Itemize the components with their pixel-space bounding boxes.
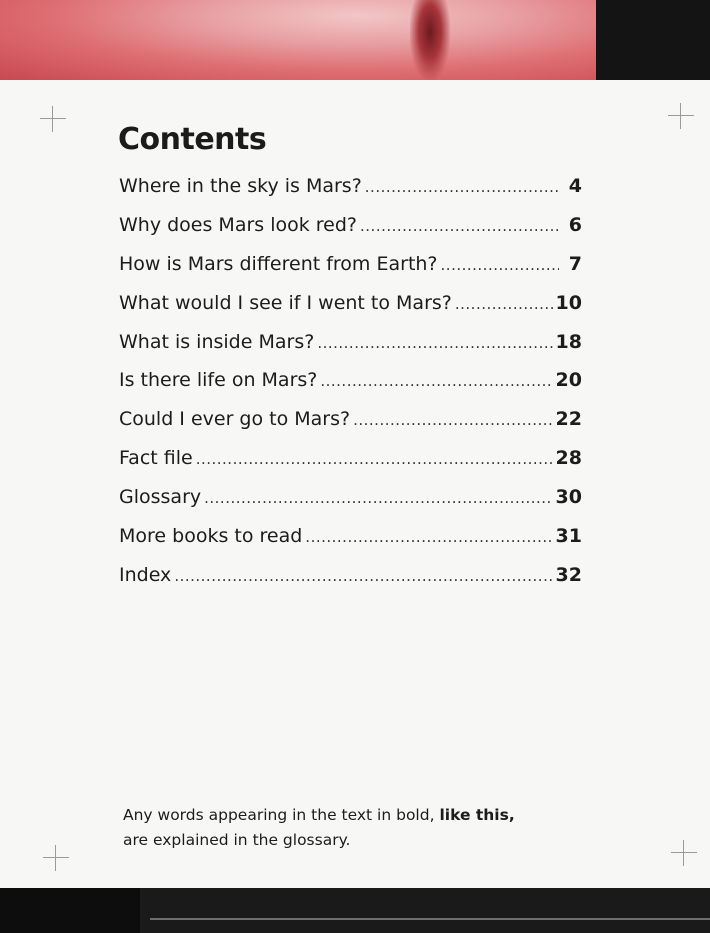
mars-banner-image [0,0,596,80]
toc-entry-title: What is inside Mars? [119,330,315,353]
toc-entry-title: Where in the sky is Mars? [119,175,362,197]
toc-entry[interactable] [119,292,582,331]
toc-entry[interactable] [119,253,582,292]
crop-mark-icon [43,845,69,871]
toc-entry-title: What would I see if I went to Mars? [119,291,452,314]
toc-entry[interactable] [119,175,582,214]
bottom-tab-shape [0,888,140,933]
toc-leader-dots [320,369,552,391]
glossary-note [123,803,563,853]
toc-leader-dots [317,331,552,353]
toc-entry-title: Is there life on Mars? [119,369,318,392]
toc-entry-page: 20 [555,369,582,392]
toc-leader-dots [204,486,552,508]
crop-mark-icon [671,840,697,866]
toc-entry[interactable] [119,525,582,564]
toc-entry-page: 31 [555,525,582,548]
toc-entry-page: 28 [555,447,582,470]
toc-entry-page: 32 [555,563,582,586]
toc-leader-dots [441,253,559,275]
toc-entry[interactable] [119,564,582,603]
toc-leader-dots [196,447,553,469]
toc-entry-title: Why does Mars look red? [119,213,358,236]
banner-dark-corner [596,0,710,80]
toc-entry-page: 22 [555,408,582,431]
toc-entry-title: Glossary [119,486,202,509]
toc-entry[interactable] [119,408,582,447]
toc-leader-dots [305,525,552,547]
crop-mark-icon [40,106,66,132]
toc-entry[interactable] [119,214,582,253]
toc-leader-dots [360,214,559,236]
toc-entry-page: 18 [555,330,582,353]
toc-entry[interactable] [119,369,582,408]
glossary-note-text-2: are explained in the glossary. [123,831,351,849]
toc-leader-dots [174,564,552,586]
toc-entry-page: 30 [555,486,582,509]
table-of-contents [119,175,582,603]
glossary-note-bold-example: like this, [439,806,515,824]
toc-leader-dots [455,292,553,314]
toc-entry-title: Index [119,563,172,586]
toc-entry-title: Fact file [119,447,193,470]
toc-leader-dots [365,175,559,197]
toc-entry-page: 4 [568,175,582,197]
toc-entry-page: 10 [555,291,582,314]
bottom-rule [150,918,710,920]
toc-entry-title: More books to read [119,525,303,548]
bottom-border [0,888,710,933]
toc-entry[interactable] [119,447,582,486]
toc-entry-title: How is Mars different from Earth? [119,252,438,275]
toc-entry-page: 6 [568,213,582,236]
toc-entry[interactable] [119,331,582,370]
toc-entry-title: Could I ever go to Mars? [119,408,351,431]
toc-leader-dots [353,408,552,430]
glossary-note-text: Any words appearing in the text in bold, [123,806,440,824]
toc-entry[interactable] [119,486,582,525]
crop-mark-icon [668,103,694,129]
page-title: Contents [118,122,267,157]
toc-entry-page: 7 [568,252,582,275]
